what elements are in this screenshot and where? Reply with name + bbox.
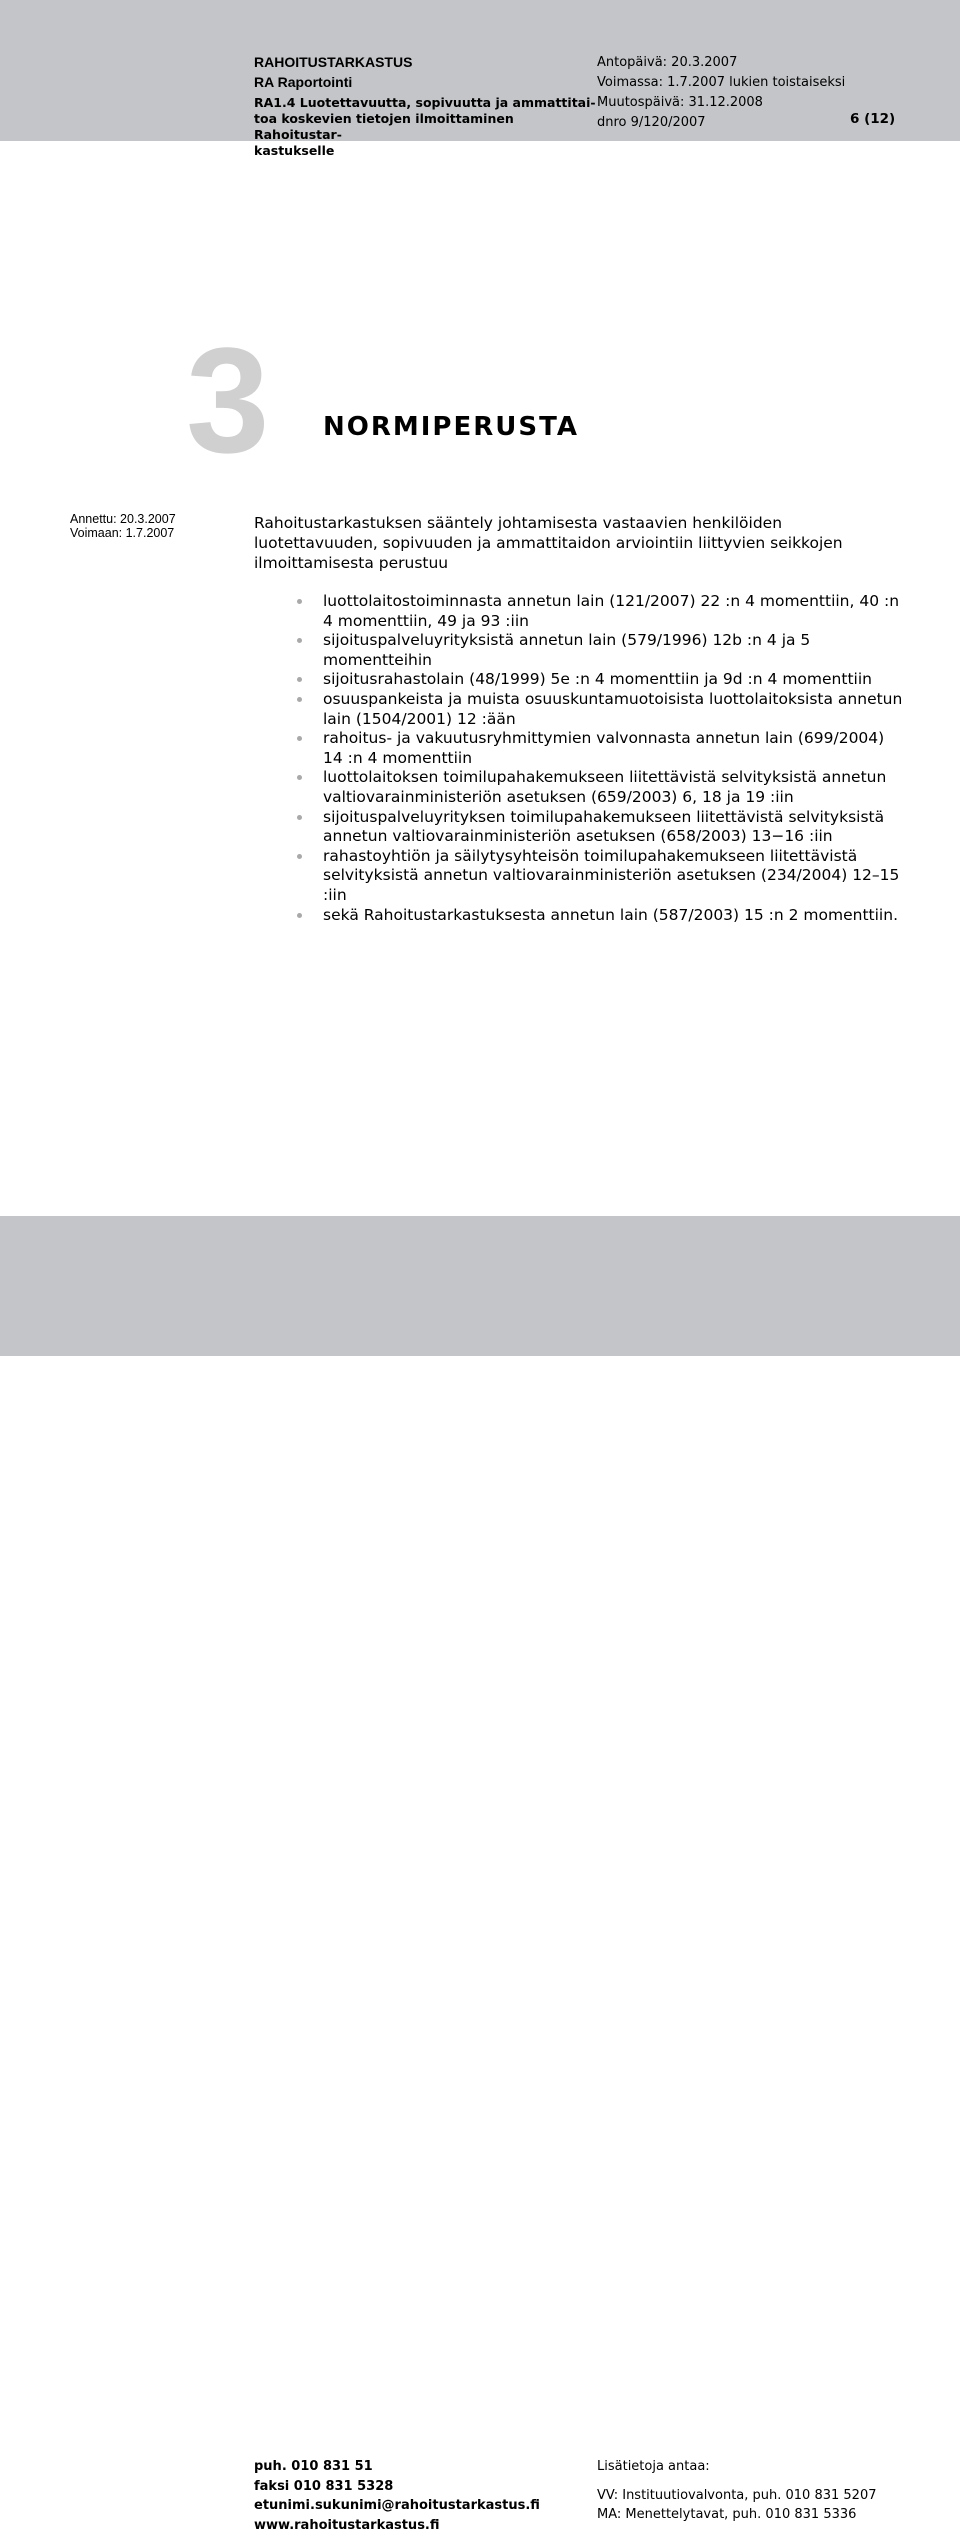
- bullet-icon: [297, 599, 302, 604]
- bullet-icon: [297, 854, 302, 859]
- list-item: [297, 592, 907, 631]
- list-item: [297, 847, 907, 906]
- bullet-icon: [297, 697, 302, 702]
- list-item-text: rahastoyhtiön ja säilytysyhteisön toimilupahakemukseen liitettävistä selvityksistä annetun valtiovarainministeriön asetuksen (234/2004) 12–15 :iin: [323, 847, 899, 904]
- doc-title-line: kastukselle: [254, 143, 599, 159]
- issued-date: Antopäivä: 20.3.2007: [597, 53, 917, 73]
- given-date: Annettu: 20.3.2007: [70, 512, 176, 526]
- list-item: [297, 670, 907, 690]
- doc-title-line: RA1.4 Luotettavuutta, sopivuutta ja ammattitai-: [254, 95, 599, 111]
- chapter-number: 3: [186, 325, 269, 475]
- series-name: RA Raportointi: [254, 73, 599, 92]
- list-item-text: luottolaitoksen toimilupahakemukseen liitettävistä selvityksistä annetun valtiovarainministeriön asetuksen (659/2003) 6, 18 ja 19 :iin: [323, 768, 886, 806]
- list-item: [297, 768, 907, 807]
- legal-basis-list: [297, 592, 907, 925]
- footer-info: [597, 2457, 877, 2524]
- intro-paragraph: Rahoitustarkastuksen sääntely johtamisesta vastaavien henkilöiden luotettavuuden, sopivuuden ja ammattitaidon arviointiin liittyvien seikkojen ilmoittamisesta perustuu: [254, 513, 894, 573]
- list-item: [297, 906, 907, 926]
- chapter-title: NORMIPERUSTA: [323, 410, 579, 444]
- list-item: [297, 729, 907, 768]
- doc-title-line: toa koskevien tietojen ilmoittaminen Rahoitustar-: [254, 111, 599, 143]
- bullet-icon: [297, 638, 302, 643]
- fax-number: faksi 010 831 5328: [254, 2477, 540, 2497]
- margin-note: [70, 512, 176, 540]
- email-address: etunimi.sukunimi@rahoitustarkastus.fi: [254, 2496, 540, 2516]
- page-header: [0, 0, 960, 141]
- footer-contact: [254, 2457, 540, 2535]
- contact-line: VV: Instituutiovalvonta, puh. 010 831 5207: [597, 2486, 877, 2505]
- spacer: [597, 2476, 877, 2486]
- bullet-icon: [297, 677, 302, 682]
- modified-date: Muutospäivä: 31.12.2008: [597, 93, 917, 113]
- doc-title: [254, 95, 599, 159]
- page-number: 6 (12): [850, 111, 895, 127]
- page-footer: [0, 1216, 960, 1356]
- list-item-text: sekä Rahoitustarkastuksesta annetun lain (587/2003) 15 :n 2 momenttiin.: [323, 906, 898, 924]
- list-item-text: sijoitusrahastolain (48/1999) 5e :n 4 momenttiin ja 9d :n 4 momenttiin: [323, 670, 872, 688]
- list-item: [297, 631, 907, 670]
- list-item-text: rahoitus- ja vakuutusryhmittymien valvonnasta annetun lain (699/2004) 14 :n 4 momenttiin: [323, 729, 884, 767]
- list-item: [297, 690, 907, 729]
- list-item: [297, 808, 907, 847]
- bullet-icon: [297, 775, 302, 780]
- in-force-date: Voimassa: 1.7.2007 lukien toistaiseksi: [597, 73, 917, 93]
- org-name: RAHOITUSTARKASTUS: [254, 53, 599, 72]
- list-item-text: luottolaitostoiminnasta annetun lain (121/2007) 22 :n 4 momenttiin, 40 :n 4 momenttiin, 49 ja 93 :iin: [323, 592, 899, 630]
- in-force-note: Voimaan: 1.7.2007: [70, 526, 176, 540]
- contact-heading: Lisätietoja antaa:: [597, 2457, 877, 2476]
- list-item-text: osuuspankeista ja muista osuuskuntamuotoisista luottolaitoksista annetun lain (1504/2001) 12 :ään: [323, 690, 902, 728]
- bullet-icon: [297, 913, 302, 918]
- header-left: [254, 53, 599, 159]
- bullet-icon: [297, 815, 302, 820]
- list-item-text: sijoituspalveluyrityksistä annetun lain (579/1996) 12b :n 4 ja 5 momentteihin: [323, 631, 810, 669]
- phone-number: puh. 010 831 51: [254, 2457, 540, 2477]
- reference-number: dnro 9/120/2007: [597, 113, 917, 133]
- contact-line: MA: Menettelytavat, puh. 010 831 5336: [597, 2505, 877, 2524]
- bullet-icon: [297, 736, 302, 741]
- list-item-text: sijoituspalveluyrityksen toimilupahakemukseen liitettävistä selvityksistä annetun valtiovarainministeriön asetuksen (658/2003) 13−16 :iin: [323, 808, 884, 846]
- website-link[interactable]: www.rahoitustarkastus.fi: [254, 2516, 540, 2535]
